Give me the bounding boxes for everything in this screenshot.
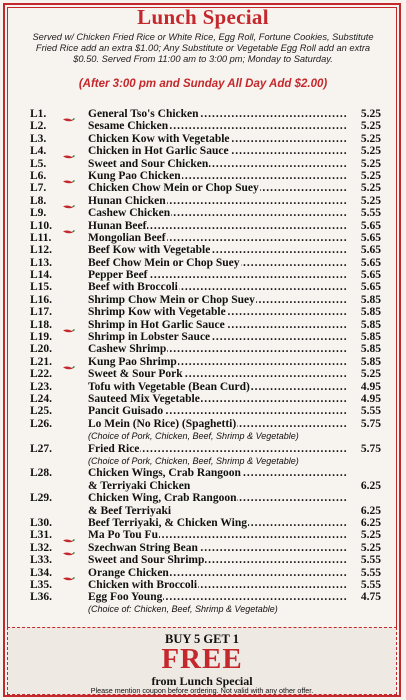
menu-list: [0, 108, 406, 616]
menu-item-price: 5.85: [360, 331, 381, 344]
menu-item-code: L12.: [30, 244, 53, 257]
menu-item-name: [88, 443, 348, 455]
menu-item-note: (Choice of Pork, Chicken, Beef, Shrimp & Vegetable): [88, 430, 299, 441]
menu-item: [0, 331, 406, 343]
menu-item-price: 5.25: [360, 120, 381, 133]
menu-item-name: [88, 294, 348, 306]
menu-item-code: L6.: [30, 169, 47, 182]
menu-item-price: 5.85: [360, 343, 381, 356]
menu-item-code: L11.: [30, 231, 52, 244]
menu-item-code: L34.: [30, 566, 53, 579]
menu-item-name-text: General Tso's Chicken: [88, 108, 199, 120]
menu-item: [0, 281, 406, 293]
menu-item-price: 5.55: [360, 207, 381, 220]
menu-item-name: [88, 108, 348, 120]
menu-item: [0, 244, 406, 256]
menu-item-name-text: Sweet & Sour Pork: [88, 368, 183, 381]
menu-item-name-text: Sesame Chicken: [88, 120, 169, 133]
menu-item-code: L25.: [30, 405, 53, 418]
menu-item-code: L32.: [30, 541, 53, 554]
menu-item-code: L22.: [30, 368, 53, 381]
surcharge-note: (After 3:00 pm and Sunday All Day Add $2.00): [78, 78, 328, 90]
menu-item-name: [88, 343, 348, 355]
menu-item-price: 5.25: [360, 157, 381, 170]
menu-item: [0, 108, 406, 120]
menu-item-price: 5.65: [360, 231, 381, 244]
menu-item-price: 6.25: [360, 504, 381, 517]
menu-item-name: [88, 281, 348, 293]
menu-item-name-text: Shrimp in Lobster Sauce: [88, 331, 211, 344]
menu-item-name-text: Egg Foo Young: [88, 591, 163, 604]
menu-item: [0, 567, 406, 579]
menu-item: [0, 492, 406, 517]
menu-item-name: [88, 381, 348, 393]
menu-item-name-text: Cashew Chicken: [88, 207, 171, 220]
menu-item-code: L1.: [30, 108, 47, 120]
menu-item-name-text: Chicken Chow Mein or Chop Suey: [88, 182, 259, 195]
menu-item-name-text: Shrimp Kow with Vegetable: [88, 306, 226, 319]
menu-item-name-text: Fried Rice: [88, 442, 140, 455]
menu-item-price: 5.25: [360, 107, 381, 120]
menu-item-name: [88, 331, 348, 343]
menu-item-name: [88, 542, 348, 554]
menu-item-price: 5.25: [360, 541, 381, 554]
menu-item: [0, 467, 406, 492]
menu-item-name: [88, 269, 348, 281]
menu-item-code: L15.: [30, 281, 53, 294]
hot-pepper-icon: [62, 222, 75, 229]
menu-item-name: [88, 554, 348, 566]
menu-item-code: L29.: [30, 492, 53, 505]
menu-item-code: L28.: [30, 467, 53, 480]
menu-item-price: 6.25: [360, 479, 381, 492]
menu-item-price: 5.25: [360, 169, 381, 182]
hot-pepper-icon: [62, 531, 75, 538]
menu-item-name-text: Mongolian Beef: [88, 231, 166, 244]
menu-item-name: [88, 257, 348, 269]
menu-item-price: 5.25: [360, 368, 381, 381]
menu-item-code: L17.: [30, 306, 53, 319]
coupon-buy-text: BUY 5 GET 1: [165, 632, 239, 646]
menu-item-note: (Choice of Pork, Chicken, Beef, Shrimp & Vegetable): [88, 455, 299, 466]
menu-item-code: L2.: [30, 120, 47, 133]
menu-item-name: [88, 405, 348, 417]
menu-item-name-text: Sauteed Mix Vegetable: [88, 392, 200, 405]
menu-item: [0, 120, 406, 132]
menu-item-name-text: Hunan Chicken: [88, 194, 166, 207]
menu-item-price: 5.25: [360, 194, 381, 207]
hot-pepper-icon: [62, 358, 75, 365]
menu-item-name-text: Chicken Kow with Vegetable: [88, 132, 230, 145]
coupon-fine-print: Please mention coupon before ordering. Not valid with any other offer.: [90, 686, 314, 695]
menu-item: [0, 269, 406, 281]
menu-item-name-text: Ma Po Tou Fu: [88, 529, 158, 542]
menu-item: [0, 356, 406, 368]
menu-item-price: 5.65: [360, 269, 381, 282]
menu-item-price: 4.95: [360, 380, 381, 393]
menu-item-name-text: Tofu with Vegetable (Bean Curd): [88, 380, 250, 393]
menu-item-code: L9.: [30, 207, 47, 220]
page-title: Lunch Special: [137, 5, 269, 29]
menu-item-name: [88, 170, 348, 182]
hot-pepper-icon: [62, 147, 75, 154]
menu-item: [0, 591, 406, 616]
menu-item-name-line2: & Beef Terriyaki: [88, 505, 348, 517]
menu-item: [0, 170, 406, 182]
coupon: [7, 627, 397, 695]
menu-item-price: 5.85: [360, 318, 381, 331]
menu-item-code: L10.: [30, 219, 53, 232]
hot-pepper-icon: [62, 172, 75, 179]
menu-item-code: L30.: [30, 516, 53, 529]
menu-item-code: L16.: [30, 293, 53, 306]
menu-item-name-text: Chicken in Hot Garlic Sauce: [88, 145, 229, 158]
menu-item-code: L3.: [30, 132, 47, 145]
menu-item-name: [88, 195, 348, 207]
menu-item: [0, 306, 406, 318]
menu-item-name: [88, 418, 348, 430]
menu-item-code: L35.: [30, 578, 53, 591]
menu-item: [0, 405, 406, 417]
hot-pepper-icon: [62, 569, 75, 576]
menu-item-code: L21.: [30, 355, 53, 368]
menu-item-price: 5.25: [360, 145, 381, 158]
menu-item: [0, 579, 406, 591]
menu-item-name: [88, 591, 348, 603]
menu-item-code: L36.: [30, 591, 53, 604]
menu-item-price: 4.95: [360, 392, 381, 405]
menu-item-price: 5.75: [360, 417, 381, 430]
menu-item-code: L23.: [30, 380, 53, 393]
menu-item: [0, 418, 406, 443]
menu-item: [0, 319, 406, 331]
menu-item-name-text: Kung Pao Shrimp: [88, 355, 177, 368]
menu-item: [0, 517, 406, 529]
menu-item-name-text: Chicken with Broccoli: [88, 578, 198, 591]
menu-item: [0, 133, 406, 145]
menu-item: [0, 220, 406, 232]
menu-item-name: [88, 145, 348, 157]
menu-item-code: L31.: [30, 529, 53, 542]
menu-item-name-line2: & Terriyaki Chicken: [88, 480, 348, 492]
menu-item-code: L14.: [30, 269, 53, 282]
menu-item-name: [88, 492, 348, 517]
menu-item-code: L24.: [30, 392, 53, 405]
menu-item-price: 5.25: [360, 529, 381, 542]
menu-item-name: [88, 306, 348, 318]
menu-item-price: 5.25: [360, 182, 381, 195]
menu-item: [0, 182, 406, 194]
menu-item-code: L33.: [30, 554, 53, 567]
menu-item-price: 5.55: [360, 566, 381, 579]
menu-item-price: 5.65: [360, 219, 381, 232]
menu-item-price: 5.55: [360, 554, 381, 567]
menu-item: [0, 542, 406, 554]
menu-item-name-text: Kung Pao Chicken: [88, 169, 181, 182]
menu-item-name: [88, 368, 348, 380]
menu-item: [0, 381, 406, 393]
menu-item-code: L13.: [30, 256, 53, 269]
menu-item-name: [88, 467, 348, 492]
menu-item-name-text: Cashew Shrimp: [88, 343, 167, 356]
menu-item-name-text: Beef with Broccoli: [88, 281, 178, 294]
menu-item: [0, 294, 406, 306]
menu-item-code: L7.: [30, 182, 47, 195]
menu-item-name: [88, 207, 348, 219]
intro-text: Served w/ Chicken Fried Rice or White Rice, Egg Roll, Fortune Cookies, Substitute Fried Rice add an extra $1.00; Any Substitute or Vegetable Egg Roll add an extra $0.50. Served From 11:00 am to 3:00 pm; Monday to Saturday.: [32, 32, 374, 65]
menu-item: [0, 443, 406, 468]
hot-pepper-icon: [62, 110, 75, 117]
menu-item-code: L8.: [30, 194, 47, 207]
hot-pepper-icon: [62, 197, 75, 204]
menu-item-name-text: Beef Terriyaki, & Chicken Wing: [88, 516, 247, 529]
menu-item-code: L27.: [30, 442, 53, 455]
menu-item: [0, 257, 406, 269]
menu-item-code: L26.: [30, 417, 53, 430]
menu-item-price: 4.75: [360, 591, 381, 604]
menu-item-name-text: Hunan Beef: [88, 219, 147, 232]
menu-item: [0, 368, 406, 380]
menu-item-name-text: Sweet and Sour Shrimp: [88, 554, 205, 567]
menu-item: [0, 393, 406, 405]
menu-item-name: [88, 393, 348, 405]
coupon-from-text: from Lunch Special: [151, 674, 253, 688]
menu-item-price: 5.55: [360, 578, 381, 591]
menu-item-price: 5.75: [360, 442, 381, 455]
menu-item-name: [88, 356, 348, 368]
coupon-free-text: FREE: [161, 643, 243, 675]
menu-item-name-text: Pancit Guisado: [88, 405, 164, 418]
menu-item-name-text: Chicken Wings, Crab Rangoon: [88, 467, 241, 480]
menu-item-price: 5.85: [360, 306, 381, 319]
menu-item-name: [88, 232, 348, 244]
menu-item-name: [88, 517, 348, 529]
menu-item: [0, 529, 406, 541]
menu-item-name: [88, 158, 348, 170]
menu-item-name-text: Chicken Wing, Crab Rangoon: [88, 492, 237, 505]
menu-item-price: 5.55: [360, 405, 381, 418]
menu-item: [0, 158, 406, 170]
hot-pepper-icon: [62, 544, 75, 551]
menu-item-name: [88, 567, 348, 579]
menu-item: [0, 554, 406, 566]
menu-item-name-text: Shrimp Chow Mein or Chop Suey: [88, 293, 255, 306]
menu-item-name: [88, 133, 348, 145]
menu-item-price: 5.25: [360, 132, 381, 145]
menu-item-note: (Choice of: Chicken, Beef, Shrimp & Vegetable): [88, 604, 278, 615]
menu-item-code: L18.: [30, 318, 53, 331]
menu-item-name: [88, 120, 348, 132]
menu-item-code: L19.: [30, 331, 53, 344]
menu-item-name: [88, 244, 348, 256]
menu-item-name: [88, 182, 348, 194]
menu-item-name-text: Shrimp in Hot Garlic Sauce: [88, 318, 225, 331]
menu-item-name: [88, 529, 348, 541]
menu-item-price: 5.65: [360, 281, 381, 294]
menu-item-name: [88, 319, 348, 331]
menu-item-price: 5.85: [360, 355, 381, 368]
menu-item-name: [88, 579, 348, 591]
menu-item-name: [88, 220, 348, 232]
hot-pepper-icon: [62, 321, 75, 328]
menu-item-name-text: Pepper Beef: [88, 269, 148, 282]
menu-item-name-text: Sweet and Sour Chicken: [88, 157, 209, 170]
menu-item-price: 6.25: [360, 516, 381, 529]
menu-item-price: 5.85: [360, 293, 381, 306]
menu-item: [0, 232, 406, 244]
menu-item: [0, 195, 406, 207]
menu-item-name-text: Orange Chicken: [88, 566, 169, 579]
menu-item-name-text: Beef Chow Mein or Chop Suey: [88, 256, 240, 269]
menu-item: [0, 145, 406, 157]
menu-item: [0, 207, 406, 219]
menu-item-code: L5.: [30, 157, 47, 170]
menu-item-name-text: Szechwan String Bean: [88, 541, 198, 554]
menu-item-code: L4.: [30, 145, 47, 158]
menu-item-name-text: Beef Kow with Vegetable: [88, 244, 211, 257]
menu-item: [0, 343, 406, 355]
menu-item-code: L20.: [30, 343, 53, 356]
menu-item-name-text: Lo Mein (No Rice) (Spaghetti): [88, 417, 237, 430]
menu-item-price: 5.65: [360, 244, 381, 257]
menu-item-price: 5.65: [360, 256, 381, 269]
